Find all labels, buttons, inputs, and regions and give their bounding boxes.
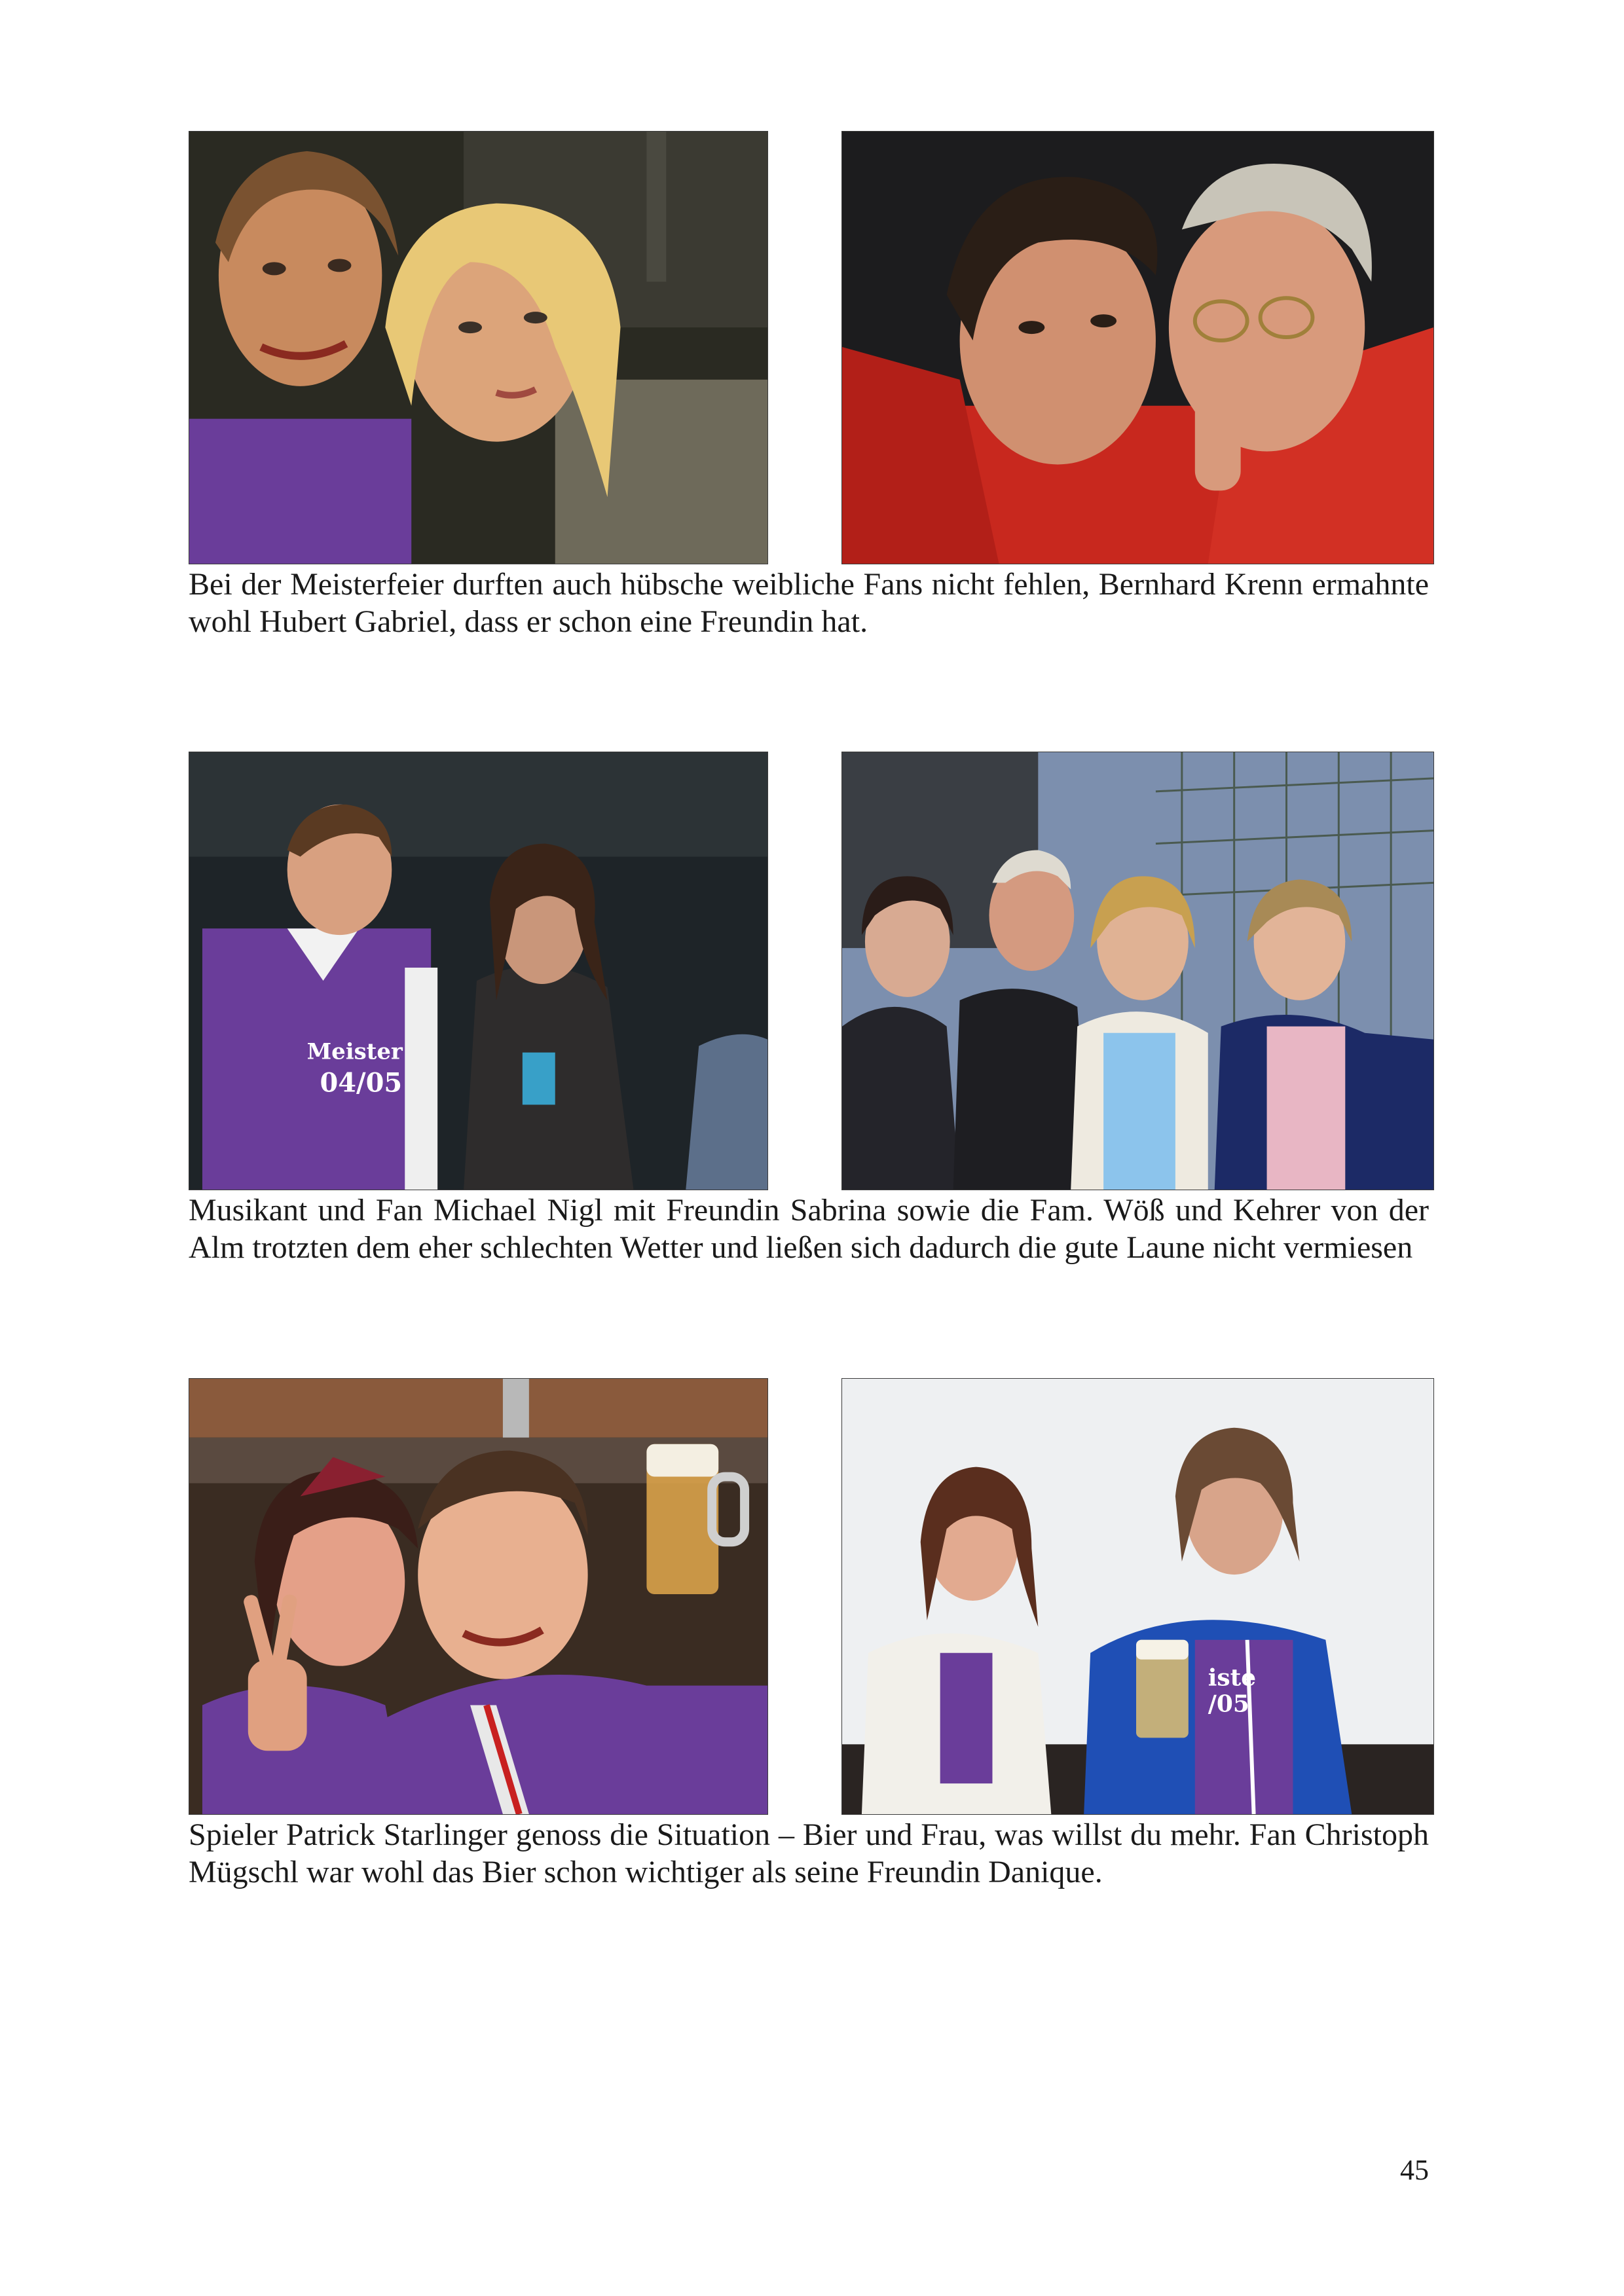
photo-christoph-muegschl-and-danique xyxy=(841,1378,1434,1815)
svg-text:iste: iste xyxy=(1208,1664,1257,1692)
photo-patrick-starlinger xyxy=(189,1378,768,1815)
caption-first-photo-row: Bei der Meisterfeier durften auch hübsche weibliche Fans nicht fehlen, Bernhard Krenn ermahnte wohl Hubert Gabriel, dass er schon eine Freundin hat. xyxy=(189,567,1429,639)
caption-second-photo-row: Musikant und Fan Michael Nigl mit Freundin Sabrina sowie die Fam. Wöß und Kehrer von der Alm trotzten dem eher schlechten Wetter und ließen sich dadurch die gute Laune nicht vermiesen xyxy=(189,1193,1429,1265)
caption-third-photo-row: Spieler Patrick Starlinger genoss die Situation – Bier und Frau, was willst du mehr. Fan Christoph Mügschl war wohl das Bier schon wichtiger als seine Freundin Danique. xyxy=(189,1817,1429,1889)
svg-text:/05: /05 xyxy=(1208,1690,1249,1718)
photo-two-women-fans xyxy=(189,131,768,564)
photo-michael-nigl-and-sabrina xyxy=(189,752,768,1190)
svg-text:Meister: Meister xyxy=(306,1038,403,1065)
page-number: 45 xyxy=(1400,2154,1429,2186)
photo-krenn-and-gabriel xyxy=(841,131,1434,564)
svg-text:04/05: 04/05 xyxy=(320,1068,403,1099)
photo-families-woess-kehrer xyxy=(841,752,1434,1190)
